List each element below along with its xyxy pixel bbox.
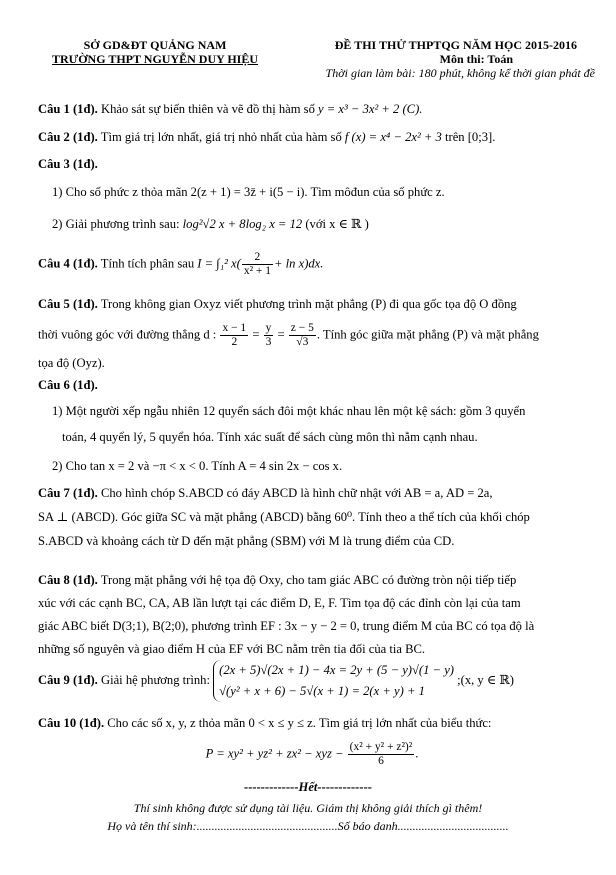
question-text: Tìm giá trị lớn nhất, giá trị nhỏ nhất của hàm số: [100, 130, 342, 144]
question-text: Giải hệ phương trình:: [100, 672, 210, 687]
formula-start: I = ∫₁² x(: [197, 256, 241, 271]
question-part-1b: toán, 4 quyển lý, 5 quyển hóa. Tính xác suất để sách cùng môn thì nằm cạnh nhau.: [62, 430, 478, 444]
exam-subject: Môn thi: Toán: [439, 52, 513, 66]
department-name: SỞ GD&ĐT QUẢNG NAM: [83, 38, 227, 52]
numerator: x − 1: [222, 322, 247, 334]
question-3: [38, 153, 586, 236]
candidate-info-line: Họ và tên thí sinh:...............................................Số báo danh.....................................: [107, 819, 509, 833]
question-line-3: S.ABCD và khoảng cách từ D đến mặt phẳng (SBM) với M là trung điểm của CD.: [38, 534, 455, 548]
question-label: Câu 1 (1đ).: [38, 102, 98, 116]
question-line-2: thời vuông góc với đường thẳng d : $\frac{x - 1}{2}$ = $\frac{y}{3}$ = $\frac{z - 5}{√3}$ . Tính góc giữa mặt phẳng (P) và mặt phẳng: [38, 322, 539, 348]
question-text: Trong không gian Oxyz viết phương trình mặt phẳng (P) đi qua gốc tọa độ O đồng: [100, 297, 517, 311]
exam-title: ĐỀ THI THỬ THPTQG NĂM HỌC 2015-2016: [334, 38, 577, 52]
question-line-1: [38, 569, 586, 592]
fraction-x: [220, 322, 248, 349]
question-line-3: tọa độ (Oyz).: [38, 356, 105, 370]
denominator: 3: [265, 336, 272, 348]
question-7: [38, 481, 586, 553]
equation-1: (2x + 5)√(2x + 1) − 4x = 2y + (5 − y)√(1 − y): [219, 663, 454, 677]
question-5: [38, 292, 586, 375]
formula-start: P = xy² + yz² + zx² − xyz −: [205, 746, 344, 761]
part-formula: log²√2 x + 8log₂ x = 12: [182, 217, 303, 231]
question-label: Câu 4 (1đ).: [38, 256, 98, 271]
denominator: x² + 1: [243, 265, 272, 277]
end-mark: -------------Hết-------------: [244, 780, 372, 794]
question-formula: f (x) = x⁴ − 2x² + 3: [344, 130, 442, 144]
question-text: Trong mặt phẳng với hệ tọa độ Oxy, cho tam giác ABC có đường tròn nội tiếp tiếp: [100, 573, 517, 587]
denominator: 2: [231, 336, 238, 348]
question-line-4: những số nguyên và giao điểm H của EF với BC nằm trên tia đối của tia BC.: [38, 642, 426, 656]
equation-system: [213, 660, 454, 702]
question-tail: trên [0;3].: [445, 130, 496, 144]
line-text: thời vuông góc với đường thẳng d :: [38, 327, 217, 342]
question-line-2: SA ⊥ (ABCD). Góc giữa SC và mặt phẳng (ABCD) bằng 60⁰. Tính theo a thể tích của khối chóp: [38, 510, 530, 524]
question-line-1: [38, 481, 586, 505]
question-part-2: 2) Cho tan x = 2 và −π < x < 0. Tính A = 4 sin 2x − cos x.: [52, 459, 343, 473]
school-name: TRƯỜNG THPT NGUYỄN DUY HIỆU: [51, 52, 259, 66]
question-line-1: [38, 292, 586, 316]
header-right: [270, 38, 595, 80]
fraction-y: [264, 322, 274, 349]
line-tail: . Tính góc giữa mặt phẳng (P) và mặt phẳng: [316, 327, 539, 342]
question-2: [38, 126, 586, 149]
question-part-2: [38, 213, 586, 236]
formula-end: .: [415, 746, 419, 761]
question-formula: y = x³ − 3x² + 2 (C).: [318, 102, 423, 116]
numerator: 2: [242, 251, 273, 265]
question-formula: [38, 741, 586, 768]
numerator: z − 5: [290, 322, 314, 334]
question-10: [38, 712, 586, 768]
question-line-3: giác ABC biết D(3;1), B(2;0), phương trình EF : 3x − y − 2 = 0, trung điểm M của BC có tọa độ là: [38, 619, 535, 633]
denominator: 6: [378, 755, 384, 767]
question-label: Câu 8 (1đ).: [38, 573, 98, 587]
denominator: √3: [296, 336, 309, 348]
question-8: [38, 569, 586, 661]
question-label: Câu 3 (1đ).: [38, 157, 98, 171]
question-1: [38, 98, 586, 121]
question-label: Câu 6 (1đ).: [38, 378, 98, 392]
question-9: [38, 660, 586, 702]
question-label: Câu 2 (1đ).: [38, 130, 98, 144]
equation-2: √(y² + x + 6) − 5√(x + 1) = 2(x + y) + 1: [219, 684, 425, 698]
fraction: [348, 741, 415, 768]
fraction: [242, 251, 273, 278]
fraction-z: [289, 322, 316, 349]
question-tail: ;(x, y ∈ ℝ): [457, 672, 515, 687]
question-part-1: 1) Cho số phức z thỏa mãn 2(z + 1) = 3z̄ + i(5 − i). Tìm môđun của số phức z.: [52, 185, 445, 199]
part-tail: (với x ∈ ℝ ): [305, 217, 369, 231]
question-text: Khảo sát sự biến thiên và vẽ đồ thị hàm số: [100, 102, 315, 116]
question-6: [38, 374, 586, 478]
question-label: Câu 10 (1đ).: [38, 716, 105, 730]
exam-time-note: Thời gian làm bài: 180 phút, không kể thời gian phát đề: [325, 66, 595, 80]
question-text: Tính tích phân sau: [100, 256, 195, 271]
question-label: Câu 5 (1đ).: [38, 297, 98, 311]
question-text: Cho hình chóp S.ABCD có đáy ABCD là hình chữ nhật với AB = a, AD = 2a,: [100, 486, 493, 500]
question-part-1a: 1) Một người xếp ngẫu nhiên 12 quyển sách đôi một khác nhau lên một kệ sách: gồm 3 quyển: [52, 404, 526, 418]
question-label: Câu 7 (1đ).: [38, 486, 98, 500]
footer-note: Thí sinh không được sử dụng tài liệu. Giám thị không giải thích gì thêm!: [133, 801, 483, 815]
part-text: 2) Giải phương trình sau:: [52, 217, 180, 231]
question-label: Câu 9 (1đ).: [38, 672, 98, 687]
formula-end: + ln x)dx.: [274, 256, 324, 271]
question-line-2: xúc với các cạnh BC, CA, AB lần lượt tại các điểm D, E, F. Tìm tọa độ các đỉnh còn lại của tam: [38, 596, 521, 610]
header-left: [30, 38, 280, 66]
question-text: Cho các số x, y, z thỏa mãn 0 < x ≤ y ≤ z. Tìm giá trị lớn nhất của biểu thức:: [107, 716, 492, 730]
question-4: [38, 251, 586, 278]
numerator: (x² + y² + z²)²: [349, 741, 413, 753]
numerator: y: [265, 322, 272, 334]
